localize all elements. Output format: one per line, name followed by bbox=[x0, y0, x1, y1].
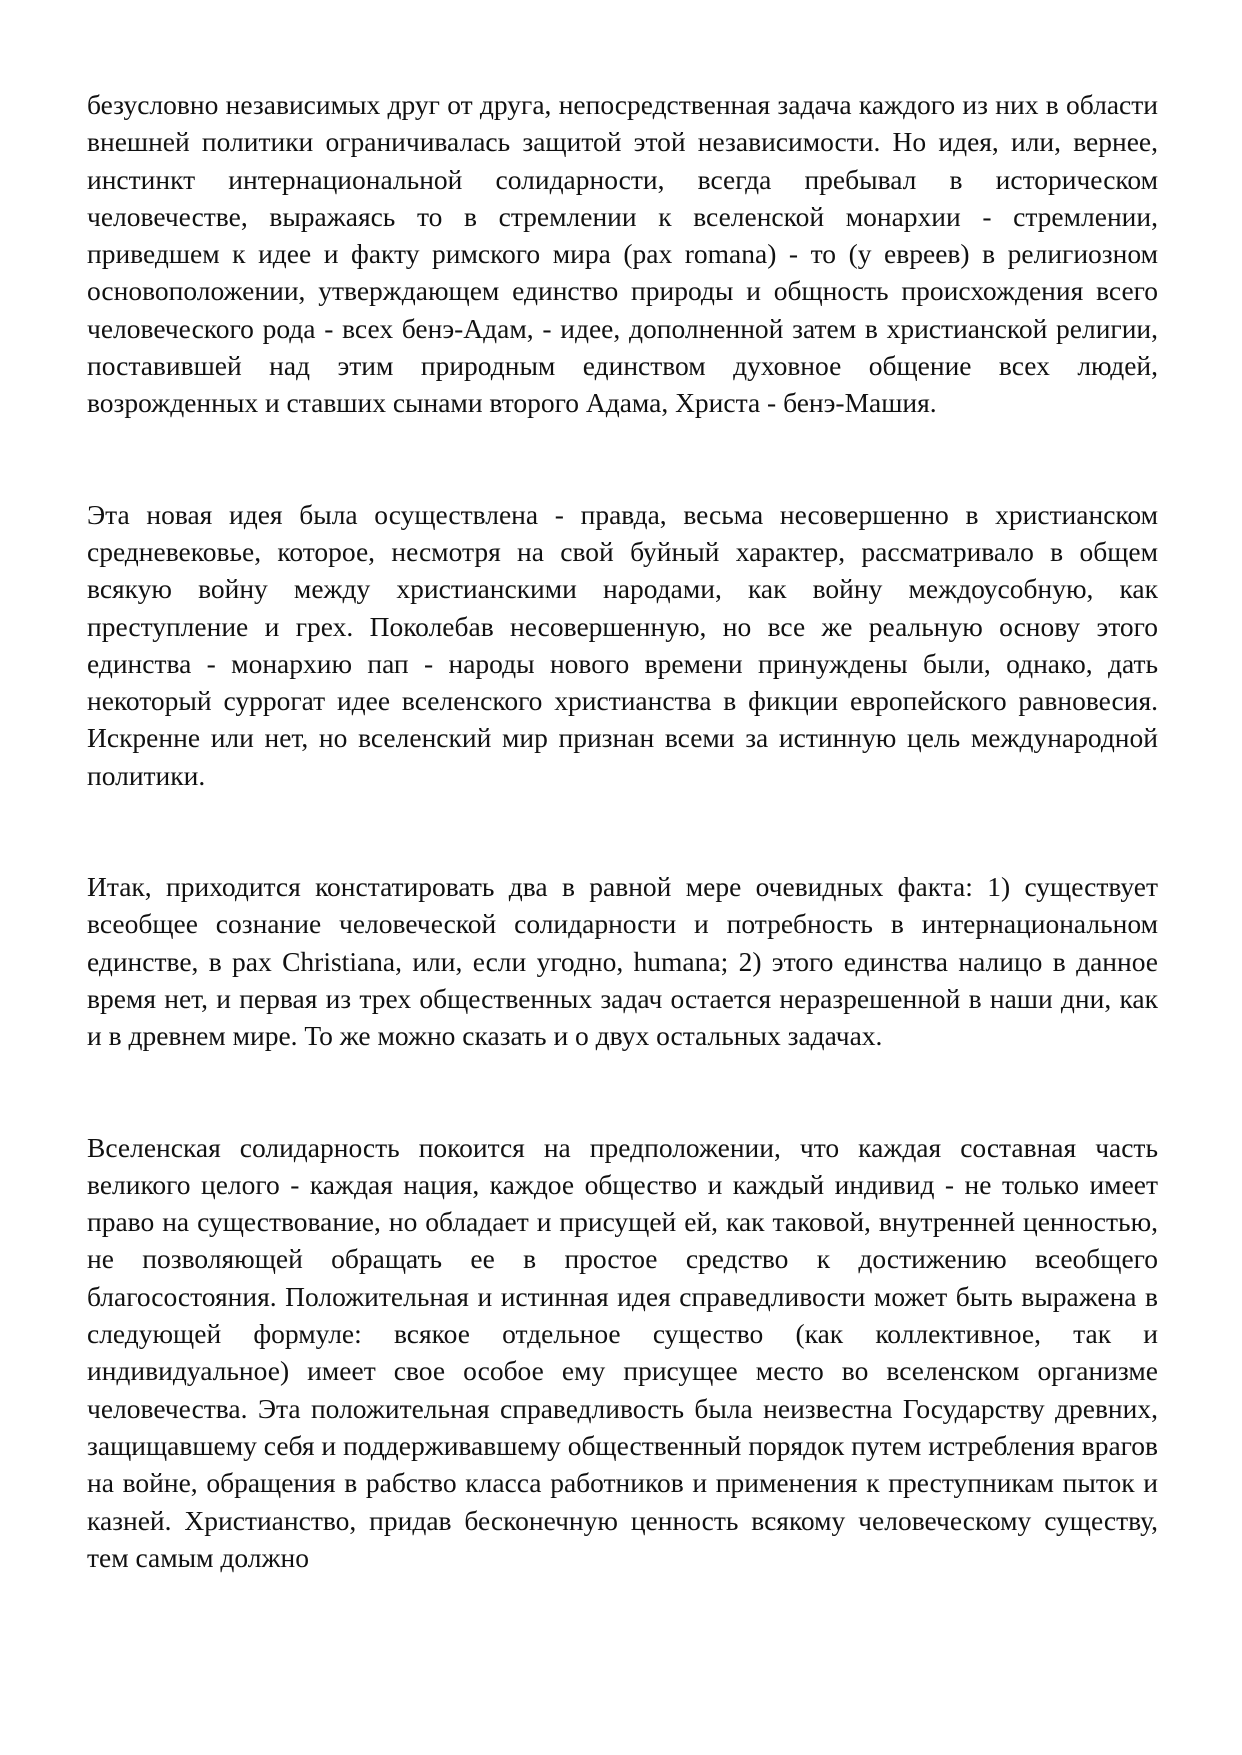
document-page bbox=[87, 86, 1158, 1576]
paragraph-4: Вселенская солидарность покоится на предположении, что каждая составная часть великого целого - каждая нация, каждое общество и каждый индивид - не только имеет право на существование, но обладает и присущей ей, как таковой, внутренней ценностью, не позволяющей обращать ее в простое средство к достижению всеобщего благосостояния. Положительная и истинная идея справедливости может быть выражена в следующей формуле: всякое отдельное существо (как коллективное, так и индивидуальное) имеет свое особое ему присущее место во вселенском организме человечества. Эта положительная справедливость была неизвестна Государству древних, защищавшему себя и поддерживавшему общественный порядок путем истребления врагов на войне, обращения в рабство класса работников и применения к преступникам пыток и казней. Христианство, придав бесконечную ценность всякому человеческому существу, тем самым должно bbox=[87, 1131, 1158, 1573]
paragraph-2: Эта новая идея была осуществлена - правда, весьма несовершенно в христианском средневековье, которое, несмотря на свой буйный характер, рассматривало в общем всякую войну между христианскими народами, как войну междоусобную, как преступление и грех. Поколебав несовершенную, но все же реальную основу этого единства - монархию пап - народы нового времени принуждены были, однако, дать некоторый суррогат идее вселенского христианства в фикции европейского равновесия. Искренне или нет, но вселенский мир признан всеми за истинную цель международной политики. bbox=[87, 498, 1158, 791]
paragraph-3: Итак, приходится констатировать два в равной мере очевидных факта: 1) существует всеобщее сознание человеческой солидарности и потребность в интернациональном единстве, в pax Christiana, или, если угодно, humana; 2) этого единства налицо в данное время нет, и первая из трех общественных задач остается неразрешенной в наши дни, как и в древнем мире. То же можно сказать и о двух остальных задачах. bbox=[87, 871, 1158, 1052]
paragraph-1: безусловно независимых друг от друга, непосредственная задача каждого из них в области внешней политики ограничивалась защитой этой независимости. Но идея, или, вернее, инстинкт интернациональной солидарности, всегда пребывал в историческом человечестве, выражаясь то в стремлении к вселенской монархии - стремлении, приведшем к идее и факту римского мира (pax romana) - то (у евреев) в религиозном основоположении, утверждающем единство природы и общность происхождения всего человеческого рода - всех бенэ-Адам, - идее, дополненной затем в христианской религии, поставившей над этим природным единством духовное общение всех людей, возрожденных и ставших сынами второго Адама, Христа - бенэ-Машия. bbox=[87, 89, 1158, 419]
